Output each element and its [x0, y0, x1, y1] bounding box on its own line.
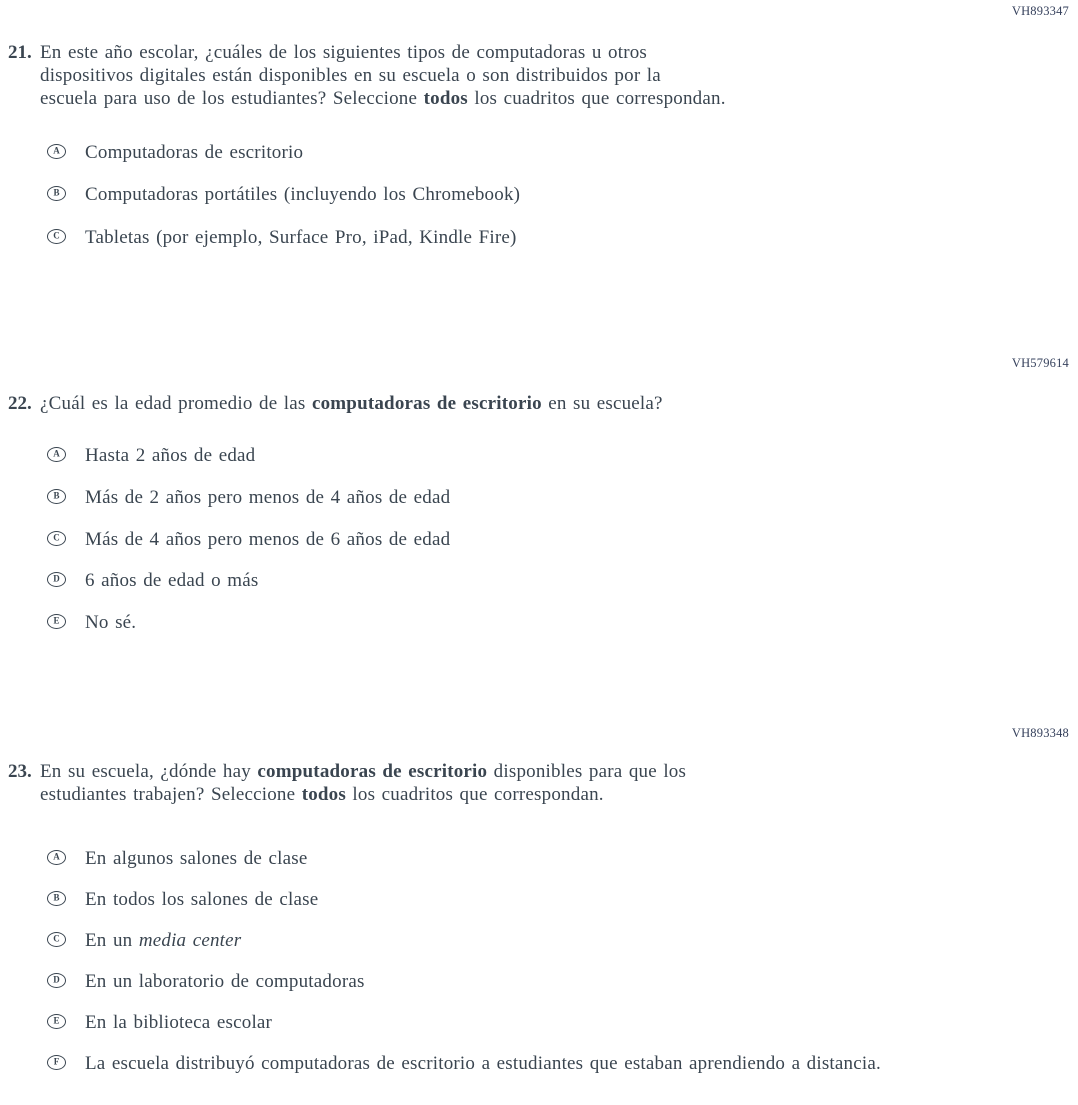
- bold-text: todos: [423, 88, 468, 109]
- option-label-italic: media center: [138, 930, 242, 951]
- question-text: [40, 392, 663, 415]
- answer-option-23a[interactable]: [47, 847, 307, 870]
- option-label: Más de 4 años pero menos de 6 años de edad: [85, 529, 451, 550]
- option-label: En la biblioteca escolar: [85, 1012, 273, 1033]
- question-22: [8, 392, 663, 415]
- option-label: Computadoras portátiles (incluyendo los Chromebook): [85, 184, 521, 205]
- option-label: Computadoras de escritorio: [85, 142, 304, 163]
- question-21: [8, 41, 726, 110]
- option-bubble-icon[interactable]: [47, 973, 66, 988]
- option-letter: C: [53, 933, 60, 944]
- answer-option-22b[interactable]: [47, 486, 450, 509]
- option-bubble-icon[interactable]: [47, 489, 66, 504]
- option-letter: E: [53, 615, 60, 626]
- option-bubble-icon[interactable]: [47, 572, 66, 587]
- question-number: 21.: [8, 42, 32, 63]
- option-label: Más de 2 años pero menos de 4 años de edad: [85, 487, 451, 508]
- answer-option-22a[interactable]: [47, 444, 255, 467]
- option-bubble-icon[interactable]: [47, 932, 66, 947]
- option-label: En todos los salones de clase: [85, 889, 319, 910]
- option-bubble-icon[interactable]: [47, 891, 66, 906]
- answer-option-22e[interactable]: [47, 611, 136, 634]
- question-text: [40, 760, 686, 806]
- option-letter: D: [53, 974, 60, 985]
- answer-option-23c[interactable]: [47, 929, 241, 952]
- question-line: escuela para uso de los estudiantes? Seleccione: [40, 88, 424, 109]
- question-line: En este año escolar, ¿cuáles de los siguientes tipos de computadoras u otros: [40, 42, 648, 63]
- item-code-q23: VH893348: [1011, 726, 1069, 740]
- option-letter: E: [53, 1015, 60, 1026]
- bold-text: computadoras de escritorio: [257, 761, 488, 782]
- option-letter: B: [53, 490, 60, 501]
- option-label: No sé.: [85, 612, 137, 633]
- item-code-q21: VH893347: [1011, 4, 1069, 18]
- option-letter: F: [53, 1056, 60, 1067]
- question-number: 22.: [8, 393, 32, 414]
- question-line: dispositivos digitales están disponibles en su escuela o son distribuidos por la: [40, 65, 661, 86]
- option-label: En un laboratorio de computadoras: [85, 971, 365, 992]
- option-letter: C: [53, 230, 60, 241]
- option-label: Tabletas (por ejemplo, Surface Pro, iPad, Kindle Fire): [85, 227, 517, 248]
- answer-option-23e[interactable]: [47, 1011, 272, 1034]
- question-23: [8, 760, 686, 806]
- option-label: [85, 929, 241, 952]
- question-line: los cuadritos que correspondan.: [345, 784, 604, 805]
- bold-text: computadoras de escritorio: [311, 393, 542, 414]
- question-line: los cuadritos que correspondan.: [467, 88, 726, 109]
- option-label: En algunos salones de clase: [85, 848, 308, 869]
- option-bubble-icon[interactable]: [47, 144, 66, 159]
- option-bubble-icon[interactable]: [47, 1055, 66, 1070]
- option-bubble-icon[interactable]: [47, 614, 66, 629]
- option-bubble-icon[interactable]: [47, 1014, 66, 1029]
- answer-option-21c[interactable]: [47, 226, 517, 249]
- question-text: [40, 41, 726, 110]
- option-bubble-icon[interactable]: [47, 850, 66, 865]
- answer-option-21a[interactable]: [47, 141, 303, 164]
- item-code-q22: VH579614: [1011, 356, 1069, 370]
- answer-option-23b[interactable]: [47, 888, 318, 911]
- answer-option-22c[interactable]: [47, 528, 450, 551]
- option-bubble-icon[interactable]: [47, 186, 66, 201]
- question-line: estudiantes trabajen? Seleccione: [40, 784, 302, 805]
- answer-option-22d[interactable]: [47, 569, 258, 592]
- option-label: La escuela distribuyó computadoras de escritorio a estudiantes que estaban aprendiendo a distancia.: [85, 1053, 881, 1074]
- option-letter: B: [53, 892, 60, 903]
- question-line: en su escuela?: [541, 393, 663, 414]
- question-line: disponibles para que los: [487, 761, 687, 782]
- answer-option-23d[interactable]: [47, 970, 365, 993]
- option-bubble-icon[interactable]: [47, 531, 66, 546]
- option-label-text: En un: [85, 930, 139, 951]
- option-letter: A: [53, 851, 60, 862]
- option-bubble-icon[interactable]: [47, 447, 66, 462]
- answer-option-23f[interactable]: [47, 1052, 881, 1075]
- option-bubble-icon[interactable]: [47, 229, 66, 244]
- question-line: En su escuela, ¿dónde hay: [40, 761, 258, 782]
- option-letter: A: [53, 448, 60, 459]
- option-label: Hasta 2 años de edad: [85, 445, 256, 466]
- question-line: ¿Cuál es la edad promedio de las: [40, 393, 312, 414]
- option-letter: B: [53, 187, 60, 198]
- option-letter: A: [53, 145, 60, 156]
- option-label: 6 años de edad o más: [85, 570, 259, 591]
- option-letter: C: [53, 532, 60, 543]
- answer-option-21b[interactable]: [47, 183, 520, 206]
- option-letter: D: [53, 573, 60, 584]
- bold-text: todos: [301, 784, 346, 805]
- question-number: 23.: [8, 761, 32, 782]
